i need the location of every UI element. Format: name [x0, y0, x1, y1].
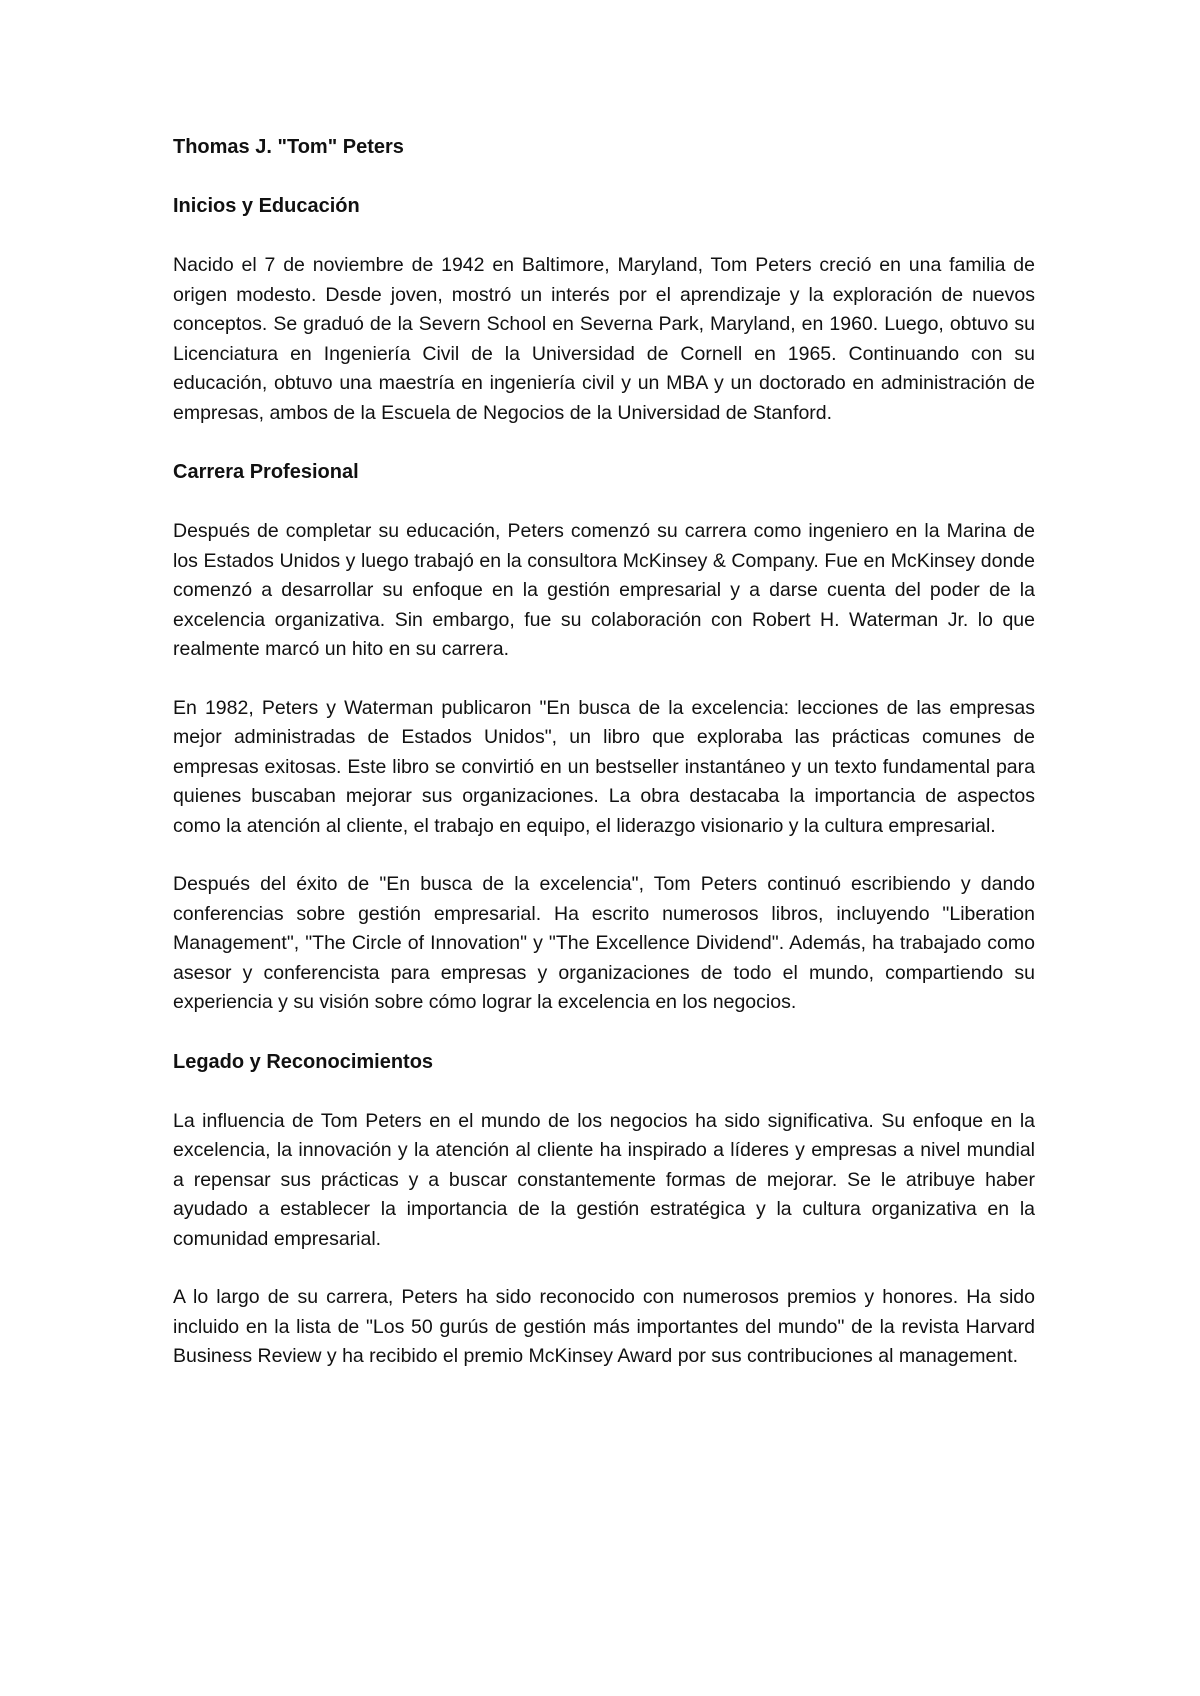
paragraph: En 1982, Peters y Waterman publicaron "En busca de la excelencia: lecciones de las empresas mejor administradas de Estados Unidos", un libro que exploraba las prácticas comunes de empresas exitosas. Este libro se convirtió en un bestseller instantáneo y un texto fundamental para quienes buscaban mejorar sus organizaciones. La obra destacaba la importancia de aspectos como la atención al cliente, el trabajo en equipo, el liderazgo visionario y la cultura empresarial. — [173, 696, 1035, 837]
document-page — [173, 132, 1035, 1372]
section-carrera-profesional — [173, 457, 1035, 1018]
paragraph: La influencia de Tom Peters en el mundo de los negocios ha sido significativa. Su enfoque en la excelencia, la innovación y la atención al cliente ha inspirado a líderes y empresas a nivel mundial a repensar sus prácticas y a buscar constantemente formas de mejorar. Se le atribuye haber ayudado a establecer la importancia de la gestión estratégica y la cultura organizativa en la comunidad empresarial. — [173, 1109, 1035, 1250]
section-legado-reconocimientos — [173, 1047, 1035, 1372]
paragraph: Después del éxito de "En busca de la excelencia", Tom Peters continuó escribiendo y dando conferencias sobre gestión empresarial. Ha escrito numerosos libros, incluyendo "Liberation Management", "The Circle of Innovation" y "The Excellence Dividend". Además, ha trabajado como asesor y conferencista para empresas y organizaciones de todo el mundo, compartiendo su experiencia y su visión sobre cómo lograr la excelencia en los negocios. — [173, 873, 1035, 1013]
paragraph: Nacido el 7 de noviembre de 1942 en Baltimore, Maryland, Tom Peters creció en una familia de origen modesto. Desde joven, mostró un interés por el aprendizaje y la exploración de nuevos conceptos. Se graduó de la Severn School en Severna Park, Maryland, en 1960. Luego, obtuvo su Licenciatura en Ingeniería Civil de la Universidad de Cornell en 1965. Continuando con su educación, obtuvo una maestría en ingeniería civil y un MBA y un doctorado en administración de empresas, ambos de la Escuela de Negocios de la Universidad de Stanford. — [173, 254, 1035, 424]
paragraph: Después de completar su educación, Peters comenzó su carrera como ingeniero en la Marina de los Estados Unidos y luego trabajó en la consultora McKinsey & Company. Fue en McKinsey donde comenzó a desarrollar su enfoque en la gestión empresarial y a darse cuenta del poder de la excelencia organizativa. Sin embargo, fue su colaboración con Robert H. Waterman Jr. lo que realmente marcó un hito en su carrera. — [173, 520, 1035, 660]
section-heading: Carrera Profesional — [173, 461, 359, 483]
document-title: Thomas J. "Tom" Peters — [173, 136, 404, 158]
section-inicios-educacion — [173, 191, 1035, 428]
section-heading: Legado y Reconocimientos — [173, 1050, 434, 1073]
section-heading: Inicios y Educación — [173, 195, 360, 217]
paragraph: A lo largo de su carrera, Peters ha sido reconocido con numerosos premios y honores. Ha sido incluido en la lista de "Los 50 gurús de gestión más importantes del mundo" de la revista Harvard Business Review y ha recibido el premio McKinsey Award por sus contribuciones al management. — [173, 1286, 1035, 1367]
